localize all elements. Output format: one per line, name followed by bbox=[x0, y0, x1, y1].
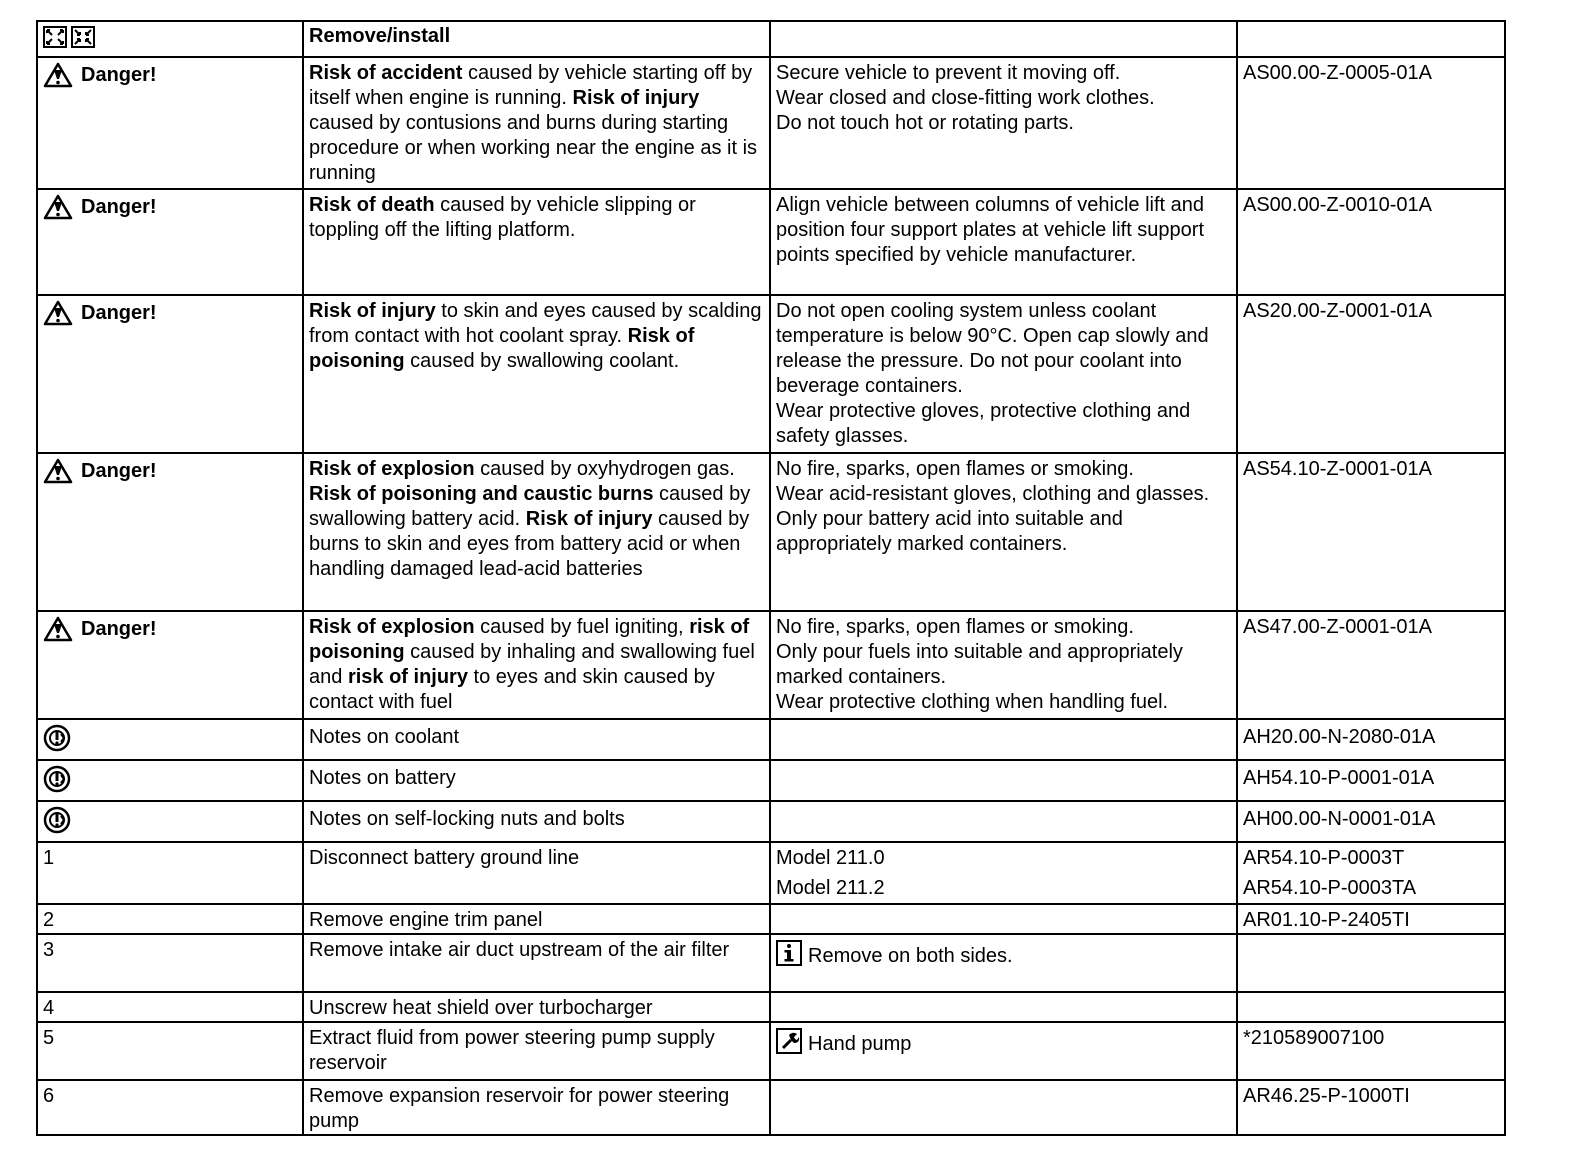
warning-text: Danger! bbox=[81, 617, 157, 640]
step-number: 1 bbox=[37, 842, 303, 904]
note-icon-wrap bbox=[43, 724, 71, 759]
warning-triangle-icon bbox=[43, 616, 73, 642]
risk-text: to eyes and skin caused by contact with fuel bbox=[309, 666, 715, 713]
measure-line: Wear protective gloves, protective clothing and safety glasses. bbox=[776, 400, 1191, 447]
warning-row bbox=[37, 295, 1505, 453]
info-icon bbox=[776, 940, 802, 966]
procedure-table bbox=[36, 20, 1506, 1136]
warning-label-cell bbox=[37, 189, 303, 295]
document-code: AH20.00-N-2080-01A bbox=[1237, 719, 1505, 760]
measure-line: Do not open cooling system unless coolant temperature is below 90°C. Open cap slowly and release the pressure. Do not pour coolant into beverage containers. bbox=[776, 300, 1209, 397]
note-icon-cell bbox=[37, 801, 303, 842]
risk-bold: Risk of explosion bbox=[309, 616, 475, 638]
risk-cell bbox=[303, 57, 770, 189]
note-text: Notes on coolant bbox=[303, 719, 770, 760]
risk-bold: Risk of poisoning and caustic burns bbox=[309, 483, 654, 505]
header-empty-cell bbox=[1237, 21, 1505, 57]
warning-label bbox=[43, 62, 157, 88]
step-text: Remove expansion reservoir for power steering pump bbox=[303, 1080, 770, 1135]
note-empty-cell bbox=[770, 719, 1237, 760]
step-row bbox=[37, 1022, 1505, 1080]
header-icons-cell bbox=[37, 21, 303, 57]
document-code: AS00.00-Z-0010-01A bbox=[1237, 189, 1505, 295]
warning-triangle-icon bbox=[43, 194, 73, 220]
note-info-icon bbox=[43, 765, 71, 793]
warning-row bbox=[37, 57, 1505, 189]
warning-label bbox=[43, 458, 157, 484]
step-detail: Model 211.2 bbox=[776, 877, 885, 899]
warning-triangle-icon bbox=[43, 300, 73, 326]
risk-cell bbox=[303, 453, 770, 611]
risk-text: caused by inhaling and swallowing fuel and bbox=[309, 641, 755, 688]
step-detail bbox=[776, 940, 1231, 969]
risk-bold: Risk of explosion bbox=[309, 458, 475, 480]
step-detail-text: Remove on both sides. bbox=[808, 945, 1013, 967]
warning-triangle-icon bbox=[43, 458, 73, 484]
warning-row bbox=[37, 611, 1505, 719]
risk-text: caused by vehicle slipping or toppling off the lifting platform. bbox=[309, 194, 696, 241]
risk-text: caused by contusions and burns during starting procedure or when working near the engine as it is running bbox=[309, 112, 758, 184]
measure-line: Align vehicle between columns of vehicle lift and position four support plates at vehicle lift support points specified by vehicle manufacturer. bbox=[776, 194, 1205, 266]
document-code: AS20.00-Z-0001-01A bbox=[1237, 295, 1505, 453]
measure-line: Secure vehicle to prevent it moving off. bbox=[776, 62, 1121, 84]
step-row bbox=[37, 934, 1505, 992]
warning-label-cell bbox=[37, 611, 303, 719]
warning-text: Danger! bbox=[81, 459, 157, 482]
risk-text: caused by oxyhydrogen gas. bbox=[474, 458, 735, 480]
note-row bbox=[37, 801, 1505, 842]
step-number: 3 bbox=[37, 934, 303, 992]
note-icon-wrap bbox=[43, 806, 71, 841]
measure-cell bbox=[770, 453, 1237, 611]
warning-text: Danger! bbox=[81, 195, 157, 218]
measure-cell bbox=[770, 611, 1237, 719]
note-row bbox=[37, 760, 1505, 801]
risk-text: caused by swallowing coolant. bbox=[404, 350, 680, 372]
warning-text: Danger! bbox=[81, 63, 157, 86]
risk-text: caused by vehicle starting off by itself when engine is running. bbox=[309, 62, 753, 109]
note-icon-cell bbox=[37, 719, 303, 760]
step-detail-text: Hand pump bbox=[808, 1033, 912, 1055]
measure-line: Wear acid-resistant gloves, clothing and glasses. Only pour battery acid into suitable and appropriately marked containers. bbox=[776, 483, 1210, 555]
step-code-cell bbox=[1237, 992, 1505, 1022]
step-code-cell bbox=[1237, 1080, 1505, 1135]
tool-icon bbox=[776, 1028, 802, 1054]
measure-cell bbox=[770, 189, 1237, 295]
note-empty-cell bbox=[770, 801, 1237, 842]
step-detail-cell bbox=[770, 904, 1237, 934]
warning-label bbox=[43, 616, 157, 642]
step-row bbox=[37, 992, 1505, 1022]
warning-triangle-icon bbox=[43, 62, 73, 88]
warning-label-cell bbox=[37, 295, 303, 453]
risk-text: caused by fuel igniting, bbox=[474, 616, 690, 638]
measure-line: Only pour fuels into suitable and appropriately marked containers. bbox=[776, 641, 1183, 688]
step-code-cell bbox=[1237, 842, 1505, 904]
remove-icon bbox=[43, 26, 67, 48]
risk-text: caused by burns to skin and eyes from battery acid or when handling damaged lead-acid batteries bbox=[309, 508, 750, 580]
risk-text: caused by swallowing battery acid. bbox=[309, 483, 751, 530]
note-row bbox=[37, 719, 1505, 760]
header-row bbox=[37, 21, 1505, 57]
step-detail bbox=[776, 1028, 1231, 1057]
risk-bold: Risk of poisoning bbox=[309, 325, 695, 372]
warning-row bbox=[37, 189, 1505, 295]
risk-bold: Risk of accident bbox=[309, 62, 463, 84]
step-detail-cell bbox=[770, 992, 1237, 1022]
measure-line: Do not touch hot or rotating parts. bbox=[776, 112, 1074, 134]
warning-label bbox=[43, 194, 157, 220]
step-number: 5 bbox=[37, 1022, 303, 1080]
step-detail: Model 211.0 bbox=[776, 847, 885, 869]
step-detail-cell bbox=[770, 842, 1237, 904]
step-row bbox=[37, 842, 1505, 904]
risk-bold: risk of injury bbox=[347, 666, 468, 688]
risk-bold: Risk of injury bbox=[525, 508, 653, 530]
step-row bbox=[37, 1080, 1505, 1135]
note-text: Notes on self-locking nuts and bolts bbox=[303, 801, 770, 842]
step-text: Disconnect battery ground line bbox=[303, 842, 770, 904]
step-row bbox=[37, 904, 1505, 934]
measure-line: No fire, sparks, open flames or smoking. bbox=[776, 616, 1134, 638]
step-text: Remove intake air duct upstream of the air filter bbox=[303, 934, 770, 992]
step-code-cell bbox=[1237, 904, 1505, 934]
step-detail-cell bbox=[770, 1022, 1237, 1080]
document-code: AR54.10-P-0003T bbox=[1243, 847, 1405, 869]
document-code: AH54.10-P-0001-01A bbox=[1237, 760, 1505, 801]
measure-line: No fire, sparks, open flames or smoking. bbox=[776, 458, 1134, 480]
document-code: AS47.00-Z-0001-01A bbox=[1237, 611, 1505, 719]
risk-bold: risk of poisoning bbox=[309, 616, 750, 663]
document-code: AS54.10-Z-0001-01A bbox=[1237, 453, 1505, 611]
step-code-cell bbox=[1237, 1022, 1505, 1080]
step-text: Remove engine trim panel bbox=[303, 904, 770, 934]
step-number: 6 bbox=[37, 1080, 303, 1135]
document-code: AR01.10-P-2405TI bbox=[1243, 909, 1410, 931]
install-icon bbox=[71, 26, 95, 48]
document-code: AH00.00-N-0001-01A bbox=[1237, 801, 1505, 842]
warning-text: Danger! bbox=[81, 301, 157, 324]
measure-cell bbox=[770, 57, 1237, 189]
warning-label-cell bbox=[37, 57, 303, 189]
note-icon-cell bbox=[37, 760, 303, 801]
warning-label bbox=[43, 300, 157, 326]
measure-cell bbox=[770, 295, 1237, 453]
document-code: AR54.10-P-0003TA bbox=[1243, 877, 1417, 899]
note-info-icon bbox=[43, 806, 71, 834]
risk-text: to skin and eyes caused by scalding from contact with hot coolant spray. bbox=[309, 300, 762, 347]
step-detail-cell bbox=[770, 934, 1237, 992]
risk-bold: Risk of injury bbox=[309, 300, 436, 322]
risk-cell bbox=[303, 611, 770, 719]
note-icon-wrap bbox=[43, 765, 71, 800]
note-empty-cell bbox=[770, 760, 1237, 801]
risk-cell bbox=[303, 295, 770, 453]
step-text: Unscrew heat shield over turbocharger bbox=[303, 992, 770, 1022]
header-title: Remove/install bbox=[303, 21, 770, 57]
step-number: 2 bbox=[37, 904, 303, 934]
header-empty-cell bbox=[770, 21, 1237, 57]
document-code: AR46.25-P-1000TI bbox=[1243, 1085, 1410, 1107]
risk-cell bbox=[303, 189, 770, 295]
document-code: AS00.00-Z-0005-01A bbox=[1237, 57, 1505, 189]
step-code-cell bbox=[1237, 934, 1505, 992]
measure-line: Wear protective clothing when handling fuel. bbox=[776, 691, 1169, 713]
warning-label-cell bbox=[37, 453, 303, 611]
step-number: 4 bbox=[37, 992, 303, 1022]
warning-row bbox=[37, 453, 1505, 611]
note-info-icon bbox=[43, 724, 71, 752]
measure-line: Wear closed and close-fitting work clothes. bbox=[776, 87, 1155, 109]
risk-bold: Risk of death bbox=[309, 194, 435, 216]
step-detail-cell bbox=[770, 1080, 1237, 1135]
step-text: Extract fluid from power steering pump supply reservoir bbox=[303, 1022, 770, 1080]
note-text: Notes on battery bbox=[303, 760, 770, 801]
risk-bold: Risk of injury bbox=[572, 87, 700, 109]
document-code: *210589007100 bbox=[1243, 1027, 1385, 1049]
